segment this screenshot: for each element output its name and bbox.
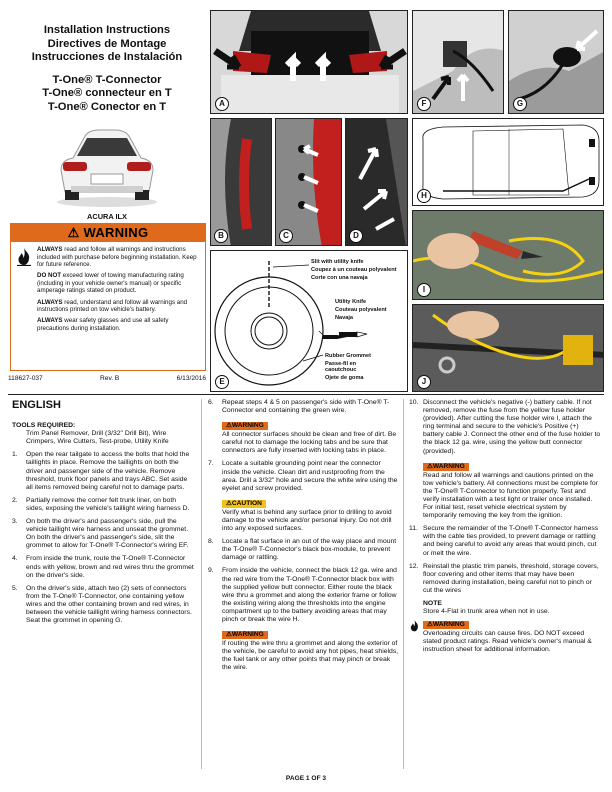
figure-h-wiring-overview	[412, 118, 604, 206]
figure-j	[412, 304, 604, 392]
language-heading: ENGLISH	[12, 399, 61, 411]
slit-label-fr: Coupez à un couteau polyvalent	[311, 267, 397, 273]
utility-knife-icon	[339, 329, 369, 339]
note-text: Store 4-Flat in trunk area when not in use.	[423, 608, 550, 616]
warning-note	[208, 420, 400, 455]
column-divider	[201, 399, 202, 769]
step-12: 12. Reinstall the plastic trim panels, threshold, storage covers, floor covering and other items that may have been removed during installation, being careful not to pinch or cut the wires	[409, 562, 599, 594]
step-9: 9. From inside the vehicle, connect the black 12 ga. wire and the red wire from the T-One® T-Connector black box with the supplied yellow butt connector. Either route the black wire thru a grommet and along the exterior frame or follow the existing wiring along the thresholds into the engine compartment up to the battery avoiding areas that may pinch or break the wire H.	[208, 567, 397, 623]
figure-label-i: I	[417, 283, 431, 297]
figure-a	[210, 10, 408, 114]
figure-label-f: F	[417, 97, 431, 111]
step-8: 8. Locate a flat surface in an out of the way place and mount the T-One® T-Connector's black box-module, to prevent damage or rattling.	[208, 538, 397, 562]
page-footer: PAGE 1 OF 3	[285, 775, 327, 782]
knife-label-en: Utility Knife	[335, 299, 367, 305]
step-11: 11. Secure the remainder of the T-One® T-Connector harness with the cable ties provided, to prevent damage or rattling and being careful to avoid any areas that would pinch, cut or melt the wire.	[409, 525, 599, 557]
warning-box	[10, 223, 206, 371]
top-band	[8, 8, 604, 392]
slit-label-en: Slit with utility knife	[311, 259, 364, 265]
step-10: 10. Disconnect the vehicle's negative (-) battery cable. If not removed, remove the fuse from the yellow fuse holder (provided). After cutting the fuse holder wire I, attach the ring terminal and secure to the vehicle's Positive (+) battery cable J. Connect the other end of the fuse holder to the black 12 ga. wire, using the yellow butt connector (provided).	[409, 399, 601, 455]
figure-label-j: J	[417, 375, 431, 389]
figure-e-grommet-diagram	[210, 250, 408, 392]
date: 6/13/2016	[176, 375, 206, 382]
warning-label: ⚠WARNING	[222, 422, 268, 430]
tools-list: Trim Panel Remover, Drill (3/32" Drill Bit), Wire Crimpers, Wire Cutters, Test-probe, Utility Knife	[26, 430, 169, 446]
warning-text: All connector surfaces should be clean and free of dirt. Be careful not to damage the locking tabs and be sure that connectors are fully inserted with locking tabs in place.	[222, 431, 397, 455]
step-2: 2. Partially remove the corner felt trunk liner, on both sides, exposing the vehicle's taillight wiring harness D.	[12, 496, 190, 512]
knife-label-es: Navaja	[335, 315, 354, 321]
step-5: 5. On the driver's side, attach two (2) sets of connectors from the T-One® T-Connector, one containing yellow wires and the other containing brown and red wires, in between the vehicle taillight wiring harness connectors. Seat the grommet in opening G.	[12, 584, 192, 625]
warning-text: Read and follow all warnings and cautions printed on the tow vehicle's battery. All connections must be complete for the T-One® T-Connector to function properly. Test and verify installation with a test light or trailer once installed. For initial test, reset vehicle electrical system by temporarily removing the key from the ignition.	[423, 471, 598, 520]
instructions-column-2	[208, 399, 400, 677]
warning-text: If routing the wire thru a grommet and along the exterior of the vehicle, be careful to avoid any hot pipes, heat shields, the fuel tank or any other points that may pinch or break the wire.	[222, 640, 399, 672]
warning-note	[409, 461, 601, 521]
revision: Rev. B	[100, 375, 120, 382]
figure-label-c: C	[279, 229, 293, 243]
slit-label-es: Corte con una navaja	[311, 275, 368, 281]
step-3: 3. On both the driver's and passenger's side, pull the vehicle taillight wire harness and unseat the grommet. On both the driver's and passenger's side, slit the grommet to allow for T-One® T-Connector's wiring EF.	[12, 518, 189, 550]
note-block	[409, 600, 601, 616]
step-4: 4. From inside the trunk, route the T-One® T-Connector ends with yellow, brown and red wires thru the grommet on the driver's side.	[12, 555, 194, 579]
fire-warning-note	[409, 619, 601, 654]
caution-text: Verify what is behind any surface prior to drilling to avoid damage to the vehicle and/or personal injury. Do not drill into any exposed surfaces.	[222, 508, 392, 533]
column-divider	[403, 399, 404, 769]
figure-f	[412, 10, 504, 114]
figure-c	[275, 118, 342, 246]
product-fr: T-One® connecteur en T	[42, 87, 172, 99]
caution-note	[208, 498, 400, 533]
title-en: Installation Instructions	[43, 24, 171, 36]
step-6: 6. Repeat steps 4 & 5 on passenger's side with T-One® T-Connector end containing the green wire.	[208, 399, 390, 415]
section-divider	[8, 394, 604, 395]
figure-label-e: E	[215, 375, 229, 389]
grommet-label-es: Ojete de goma	[325, 375, 364, 381]
warning-item: ALWAYS read and follow all warnings and instructions included with purchase before beginning installation. Keep for future reference.	[37, 246, 197, 269]
tools-heading: TOOLS REQUIRED:	[12, 422, 76, 430]
figure-label-a: A	[215, 97, 229, 111]
figure-label-g: G	[513, 97, 527, 111]
warning-label: ⚠WARNING	[222, 631, 268, 639]
warning-item: ALWAYS read, understand and follow all warnings and instructions printed on tow vehicle's battery.	[37, 298, 188, 314]
grommet-label-en: Rubber Grommet	[325, 353, 371, 359]
warning-label: ⚠WARNING	[423, 621, 469, 629]
grommet-label-fr2: caoutchouc	[325, 367, 357, 373]
title-block	[8, 8, 206, 114]
document-meta	[8, 375, 206, 382]
title-es: Instrucciones de Instalación	[31, 51, 183, 63]
warning-item: ALWAYS wear safety glasses and use all safety precautions during installation.	[37, 317, 169, 332]
figure-label-d: D	[349, 229, 363, 243]
figure-d	[345, 118, 408, 246]
instructions-column-1	[12, 399, 195, 630]
figure-b	[210, 118, 272, 246]
warning-label: ⚠WARNING	[423, 463, 469, 471]
part-number: 118627-037	[8, 375, 43, 382]
warning-note	[208, 629, 400, 672]
knife-label-fr: Couteau polyvalent	[335, 307, 387, 313]
note-label: NOTE	[423, 599, 442, 607]
warning-heading: ⚠ WARNING	[11, 224, 205, 242]
vehicle-label: ACURA ILX	[87, 212, 127, 221]
vehicle-rear-photo	[51, 122, 163, 208]
warning-item: DO NOT exceed lower of towing manufacturing rating (including in your vehicle owner's manual) or specific amperage ratings stated on product.	[37, 272, 184, 295]
title-fr: Directives de Montage	[47, 37, 167, 50]
product-es: T-One® Conector en T	[47, 100, 167, 113]
figure-label-b: B	[214, 229, 228, 243]
figure-label-h: H	[417, 189, 431, 203]
warning-text: Overloading circuits can cause fires. DO NOT exceed stated product ratings. Read vehicle's owner's manual & instruction sheet for additional information.	[423, 630, 592, 654]
fire-icon	[409, 620, 420, 632]
grommet-label-fr1: Passe-fil en	[325, 361, 357, 367]
caution-label: ⚠CAUTION	[222, 500, 266, 508]
step-7: 7. Locate a suitable grounding point near the connector inside the vehicle. Clean dirt and rustproofing from the area. Drill a 3/32" hole and secure the white wire using the eyelet and screw provided.	[208, 460, 398, 492]
title-column	[8, 8, 206, 392]
figure-g	[508, 10, 604, 114]
figure-i	[412, 210, 604, 300]
step-1: 1. Open the rear tailgate to access the bolts that hold the taillights in place. Remove the taillights on both the driver and passenger side of the vehicle. Remove threshold, trunk floor panels and trays ABC. Set aside all items removed being careful not to damage parts.	[12, 451, 190, 491]
instructions-column-3	[409, 399, 601, 654]
product-en: T-One® T-Connector	[52, 73, 162, 86]
fire-icon	[16, 248, 32, 266]
